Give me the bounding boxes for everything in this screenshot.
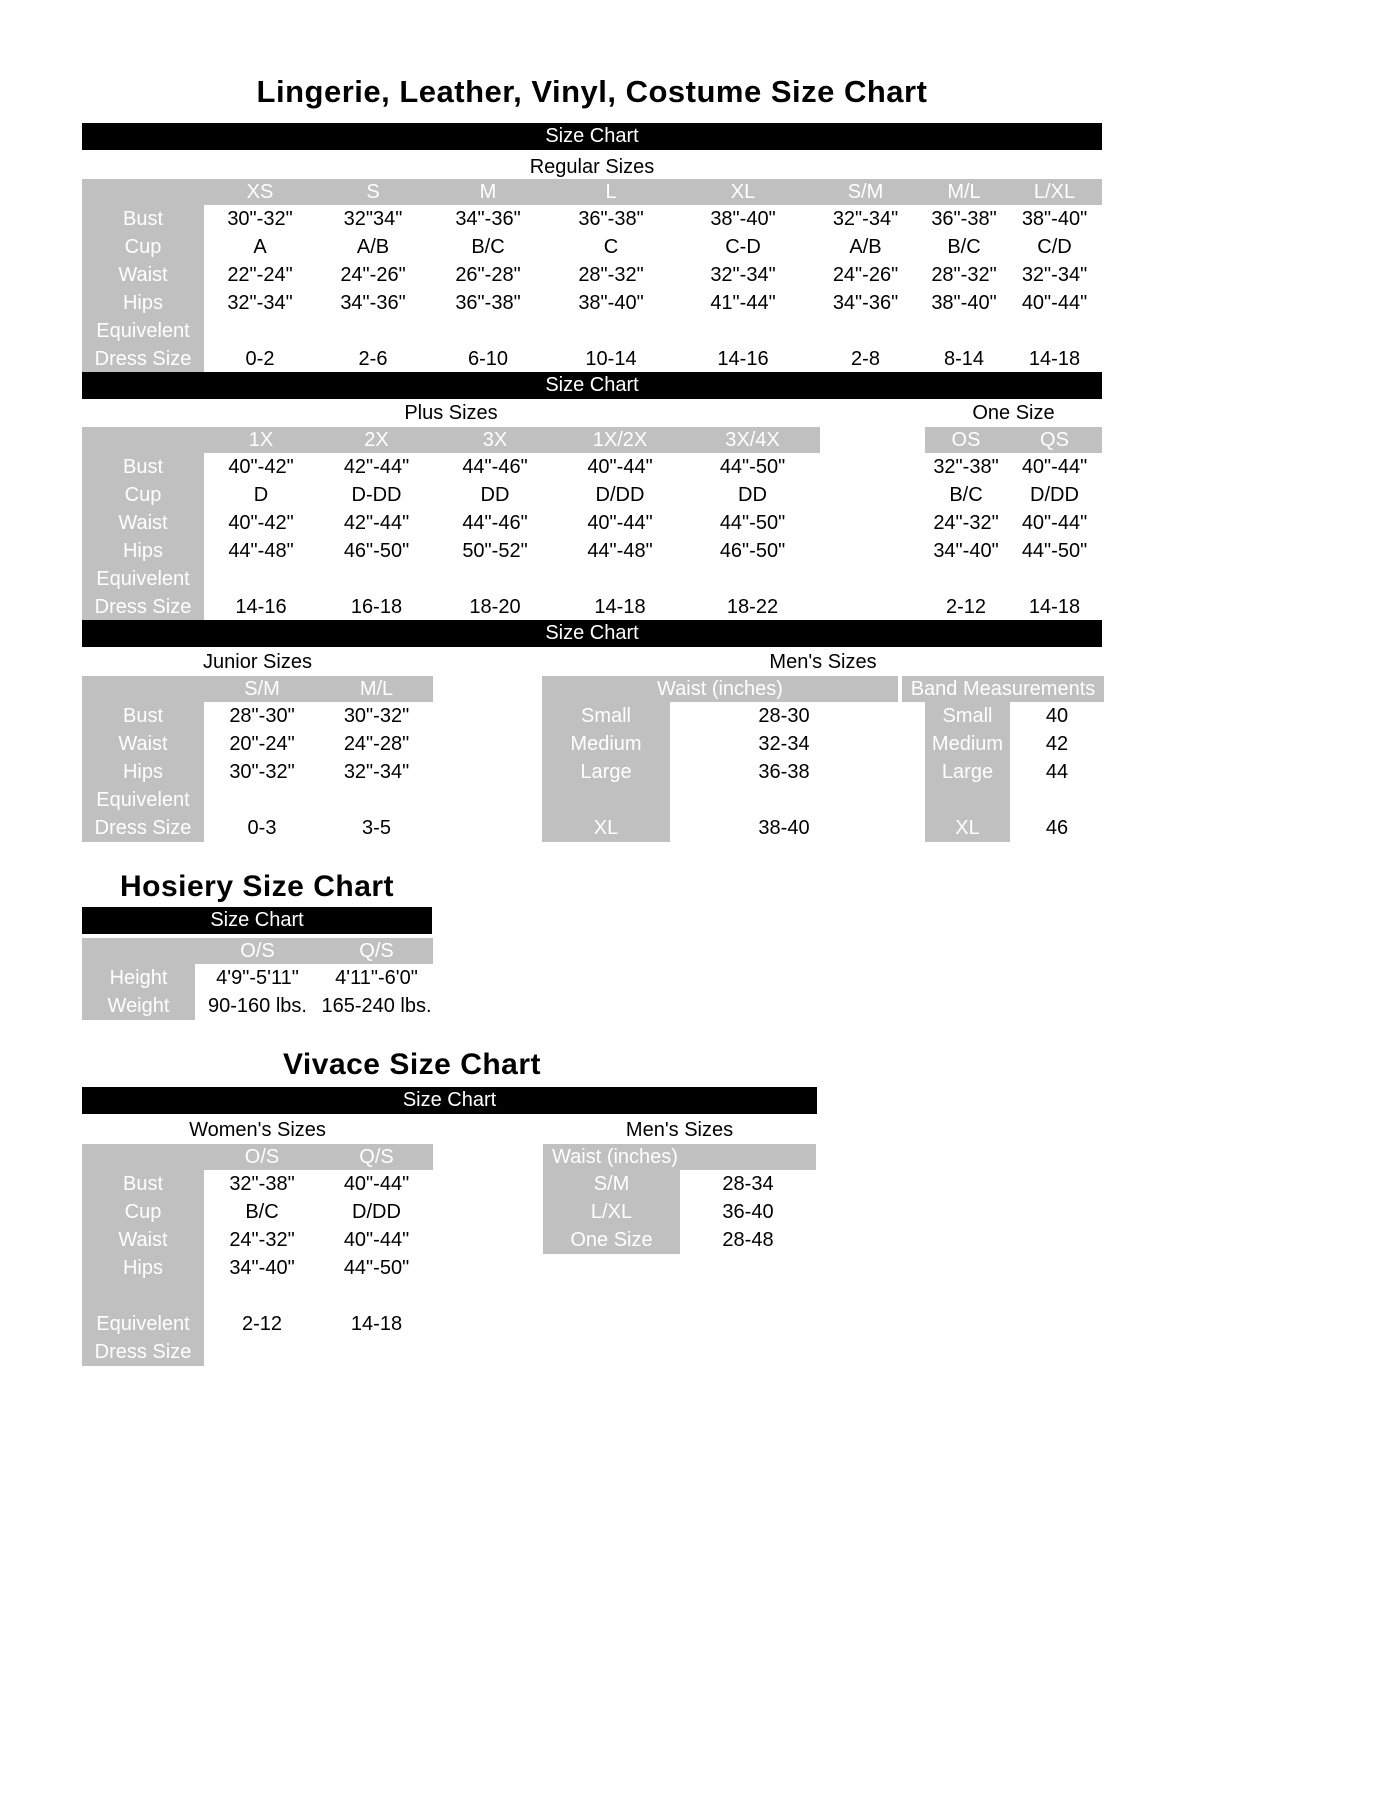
table-cell: XL [676, 179, 810, 205]
table-cell: 44"-50" [343, 1256, 410, 1279]
table-cell: 30"-32" [227, 207, 293, 230]
table-cell: 8-14 [943, 348, 985, 370]
table-cell: 42 [1045, 732, 1069, 755]
table-cell: 14-18 [350, 1313, 403, 1335]
table-row [82, 205, 1102, 233]
row-cells [204, 1198, 433, 1226]
row-cells [925, 453, 1102, 481]
row-label: Hips [82, 289, 204, 317]
row-label: Bust [82, 702, 204, 730]
table-row [82, 1254, 816, 1282]
section-label-vivace-mens-sizes: Men's Sizes [625, 1119, 734, 1141]
table-cell: 40"-44" [1021, 455, 1088, 478]
table-cell: D/DD [1030, 483, 1079, 506]
table-cell: 1X/2X [555, 427, 685, 453]
table-cell: 2-6 [358, 348, 388, 370]
size-chart-bar-label: Size Chart [545, 125, 639, 147]
row-cells [204, 730, 433, 758]
spacer [820, 481, 925, 509]
table-cell: A/B [849, 235, 882, 258]
size-chart-bar [82, 620, 1102, 647]
table-row [82, 730, 1104, 758]
row-cells [204, 289, 1102, 317]
table-cell: 42"-44" [343, 455, 410, 478]
table-row [82, 1198, 816, 1226]
row-cells [925, 481, 1102, 509]
row-cells [925, 537, 1102, 565]
table-cell: 32"-38" [933, 455, 999, 478]
table-cell: 24"-32" [933, 511, 999, 534]
table-cell: 2-12 [241, 1313, 283, 1335]
table-cell: 14-18 [1028, 348, 1081, 370]
table-cell: M [430, 179, 546, 205]
spacer [433, 730, 542, 758]
row-label: Medium [542, 730, 670, 758]
column-headers [925, 427, 1102, 453]
table-row [82, 261, 1102, 289]
table-cell: 40"-44" [343, 1172, 410, 1195]
hosiery-table [82, 938, 433, 1020]
table-cell: 40"-44" [587, 455, 653, 478]
table-cell: 28"-32" [578, 263, 644, 286]
size-chart-bar [82, 372, 1102, 399]
table-cell: 40"-44" [1021, 291, 1088, 314]
size-chart-bar-label: Size Chart [210, 909, 304, 931]
spacer [898, 786, 925, 842]
table-cell: 46"-50" [343, 539, 410, 562]
table-cell: B/C [245, 1200, 279, 1223]
table-cell: M/L [320, 676, 433, 702]
row-label: Large [925, 758, 1010, 786]
table-cell: O/S [204, 1144, 320, 1170]
table-cell: 90-160 lbs. [208, 994, 307, 1017]
table-cell: 28"-32" [931, 263, 997, 286]
table-cell: 6-10 [467, 348, 509, 370]
row-label: XL [542, 786, 670, 842]
section-label-regular-sizes: Regular Sizes [529, 156, 655, 178]
row-label: Bust [82, 1170, 204, 1198]
spacer [433, 786, 542, 842]
row-cells [204, 1254, 433, 1282]
regular-sizes-table [82, 179, 1102, 373]
table-row [82, 992, 433, 1020]
table-cell: A/B [356, 235, 390, 258]
table-cell: 34"-36" [832, 291, 899, 314]
table-cell: 40"-42" [228, 511, 294, 534]
table-cell: 24"-32" [229, 1228, 295, 1251]
table-cell: 28"-30" [229, 704, 295, 727]
mens-band-header: Band Measurements [902, 676, 1104, 702]
table-cell: 38-40 [758, 817, 810, 839]
row-label: Cup [82, 481, 204, 509]
table-cell: O/S [195, 938, 320, 964]
spacer [433, 758, 542, 786]
table-row [82, 233, 1102, 261]
table-cell: 10-14 [585, 348, 637, 370]
table-cell: 32"-34" [832, 207, 899, 230]
row-cells [204, 233, 1102, 261]
corner-cell [82, 676, 204, 702]
row-label: Equivelent Dress Size [82, 786, 204, 842]
table-row [82, 289, 1102, 317]
column-headers [204, 1144, 433, 1170]
table-cell: 32"-34" [1021, 263, 1088, 286]
table-cell: QS [1007, 427, 1102, 453]
table-cell: 20"-24" [229, 732, 295, 755]
row-label: Hips [82, 1254, 204, 1282]
table-cell: 30"-32" [343, 704, 410, 727]
row-label: Hips [82, 758, 204, 786]
table-cell: 34"-40" [933, 539, 999, 562]
section-label-mens-sizes: Men's Sizes [769, 651, 877, 673]
table-cell: 34"-36" [340, 291, 406, 314]
table-cell: 36-38 [758, 760, 810, 783]
vivace-table [82, 1144, 816, 1366]
row-label: Small [925, 702, 1010, 730]
row-label: Height [82, 964, 195, 992]
table-cell: D-DD [351, 483, 402, 506]
table-row [82, 317, 1102, 373]
table-cell: XS [204, 179, 316, 205]
column-headers [204, 427, 820, 453]
row-label: Waist [82, 1226, 204, 1254]
mens-waist-header: Waist (inches) [542, 676, 898, 702]
spacer [820, 453, 925, 481]
size-chart-bar-label: Size Chart [545, 374, 639, 396]
table-cell: 46 [1045, 817, 1069, 839]
table-cell: 2X [318, 427, 435, 453]
corner-cell [82, 427, 204, 453]
spacer [433, 702, 542, 730]
row-label: Waist [82, 509, 204, 537]
vivace-mens-waist-header: Waist (inches) [543, 1144, 816, 1170]
row-label: Large [542, 758, 670, 786]
table-row [82, 1310, 816, 1366]
spacer [433, 1144, 543, 1170]
table-cell: M/L [921, 179, 1007, 205]
table-cell: 32"-34" [227, 291, 293, 314]
table-cell: 3X [435, 427, 555, 453]
section-label-one-size: One Size [972, 402, 1055, 424]
table-cell: Q/S [320, 938, 433, 964]
table-cell: 38"-40" [710, 207, 776, 230]
table-cell: 28-30 [758, 704, 810, 727]
table-cell: 30"-32" [229, 760, 295, 783]
junior-and-mens-tables [82, 676, 1104, 842]
row-label: One Size [543, 1226, 680, 1254]
table-cell: 4'9"-5'11" [216, 966, 299, 989]
table-cell: 32"-34" [710, 263, 776, 286]
table-cell: 28-48 [722, 1228, 774, 1251]
table-cell: C/D [1037, 235, 1072, 258]
table-cell: 14-18 [1028, 596, 1081, 618]
table-row [82, 758, 1104, 786]
table-cell: 32-34 [758, 732, 810, 755]
row-label: XL [925, 786, 1010, 842]
table-row [82, 453, 1102, 481]
table-cell: 26"-28" [455, 263, 521, 286]
table-cell: 44"-50" [719, 455, 786, 478]
table-cell: 34"-36" [455, 207, 521, 230]
spacer [820, 565, 925, 621]
section-label-junior-sizes: Junior Sizes [203, 651, 312, 673]
table-cell: S/M [204, 676, 320, 702]
row-cells [925, 509, 1102, 537]
table-cell: 44"-48" [228, 539, 294, 562]
table-cell: 36"-38" [455, 291, 521, 314]
spacer [433, 1226, 543, 1254]
corner-cell [82, 179, 204, 205]
page-title: Lingerie, Leather, Vinyl, Costume Size Chart [256, 74, 928, 109]
table-cell: 38"-40" [1021, 207, 1088, 230]
table-cell: D [253, 483, 269, 506]
row-cells [204, 786, 433, 842]
table-cell: 40"-44" [1021, 511, 1088, 534]
table-cell: 2-12 [945, 596, 987, 618]
row-label: Equivelent Dress Size [82, 317, 204, 373]
spacer [433, 1170, 543, 1198]
table-cell: 38"-40" [578, 291, 644, 314]
table-row [82, 509, 1102, 537]
table-cell: 44"-50" [1021, 539, 1088, 562]
table-cell: 44"-46" [462, 511, 528, 534]
row-label: Equivelent Dress Size [82, 1310, 204, 1366]
section-label-womens-sizes: Women's Sizes [189, 1119, 326, 1141]
table-cell: 4'11"-6'0" [335, 966, 418, 989]
table-cell: 40"-44" [587, 511, 653, 534]
row-label: Hips [82, 537, 204, 565]
table-cell: 0-3 [247, 817, 277, 839]
table-cell: 42"-44" [343, 511, 410, 534]
table-cell: 32"34" [343, 207, 403, 230]
row-cells [204, 702, 433, 730]
size-chart-bar [82, 907, 432, 934]
table-cell: 3-5 [362, 817, 391, 839]
row-cells [195, 964, 433, 992]
table-cell: S [316, 179, 430, 205]
table-cell: 38"-40" [931, 291, 997, 314]
table-cell: 40"-42" [228, 455, 294, 478]
column-headers [204, 676, 433, 702]
table-cell: 44"-46" [462, 455, 528, 478]
table-cell: B/C [471, 235, 505, 258]
row-cells [204, 1310, 433, 1366]
size-chart-bar-label: Size Chart [545, 622, 639, 644]
row-cells [204, 509, 820, 537]
row-cells [204, 453, 820, 481]
table-cell: Q/S [320, 1144, 433, 1170]
table-cell: OS [925, 427, 1007, 453]
row-label: Equivelent Dress Size [82, 565, 204, 621]
row-label: Medium [925, 730, 1010, 758]
table-cell: 36"-38" [578, 207, 644, 230]
table-cell: 41"-44" [710, 291, 776, 314]
table-cell: DD [480, 483, 510, 506]
table-cell: 24"-26" [340, 263, 406, 286]
row-cells [195, 992, 433, 1020]
size-chart-bar-label: Size Chart [402, 1089, 497, 1111]
spacer [898, 758, 925, 786]
hosiery-title: Hosiery Size Chart [119, 870, 395, 903]
row-label: Bust [82, 453, 204, 481]
table-cell: 32"-34" [343, 760, 410, 783]
table-cell: 0-2 [245, 348, 275, 370]
table-cell: DD [738, 483, 767, 506]
table-cell: 46"-50" [719, 539, 786, 562]
row-label: Small [542, 702, 670, 730]
spacer [820, 509, 925, 537]
row-cells [204, 205, 1102, 233]
table-cell: 36-40 [722, 1200, 774, 1223]
table-cell: A [253, 235, 267, 258]
vivace-title: Vivace Size Chart [282, 1048, 542, 1081]
table-row [82, 964, 433, 992]
table-row [82, 786, 1104, 842]
row-cells [204, 565, 820, 621]
table-cell: 34"-40" [229, 1256, 295, 1279]
blank-row-label [82, 1282, 204, 1310]
table-cell: C-D [725, 235, 761, 258]
spacer [433, 1198, 543, 1226]
row-cells [204, 537, 820, 565]
corner-cell [82, 938, 195, 964]
table-cell: 14-16 [717, 348, 769, 370]
table-cell: 36"-38" [931, 207, 997, 230]
row-cells [204, 481, 820, 509]
table-cell: L/XL [1007, 179, 1102, 205]
table-cell: C [603, 235, 619, 258]
spacer [433, 676, 542, 702]
table-cell: D/DD [595, 483, 645, 506]
table-cell: 40"-44" [343, 1228, 410, 1251]
table-row [82, 702, 1104, 730]
plus-sizes-table [82, 427, 1102, 621]
table-cell: B/C [947, 235, 981, 258]
row-label: Waist [82, 261, 204, 289]
table-cell: 22"-24" [227, 263, 293, 286]
corner-cell [82, 1144, 204, 1170]
row-cells [204, 758, 433, 786]
table-cell: 1X [204, 427, 318, 453]
table-cell: L [546, 179, 676, 205]
table-cell: 165-240 lbs. [321, 994, 432, 1017]
table-cell: 44"-50" [719, 511, 786, 534]
spacer [820, 537, 925, 565]
row-label: Weight [82, 992, 195, 1020]
column-headers [204, 179, 1102, 205]
table-row [82, 537, 1102, 565]
table-header-row [82, 179, 1102, 205]
spacer [820, 427, 925, 453]
size-chart-bar [82, 1087, 817, 1114]
table-cell: S/M [810, 179, 921, 205]
table-cell: 14-16 [235, 596, 287, 618]
section-label-plus-sizes: Plus Sizes [404, 402, 498, 424]
size-chart-bar [82, 123, 1102, 150]
table-cell: 2-8 [851, 348, 880, 370]
table-cell: 40 [1045, 704, 1069, 727]
row-label: Bust [82, 205, 204, 233]
row-cells [204, 1226, 433, 1254]
table-header-row [82, 1144, 816, 1170]
table-cell: D/DD [352, 1200, 401, 1223]
row-cells [925, 565, 1102, 621]
table-cell: 18-20 [469, 596, 521, 618]
table-row [82, 565, 1102, 621]
table-header-row [82, 676, 1104, 702]
table-cell: 44"-48" [587, 539, 653, 562]
table-cell: 14-18 [594, 596, 646, 618]
table-cell: 28-34 [722, 1172, 774, 1195]
table-cell: 24"-26" [832, 263, 899, 286]
table-header-row [82, 938, 433, 964]
table-row [82, 1170, 816, 1198]
table-row [82, 481, 1102, 509]
spacer [898, 730, 925, 758]
row-label: Waist [82, 730, 204, 758]
row-cells [204, 317, 1102, 373]
table-cell: 50"-52" [462, 539, 528, 562]
table-header-row [82, 427, 1102, 453]
spacer [898, 702, 925, 730]
row-cells [204, 261, 1102, 289]
table-cell: 18-22 [726, 596, 779, 618]
row-label: Cup [82, 1198, 204, 1226]
table-cell: 32"-38" [229, 1172, 295, 1195]
table-cell: B/C [949, 483, 983, 506]
row-label: Cup [82, 233, 204, 261]
row-label: S/M [543, 1170, 680, 1198]
column-headers [195, 938, 433, 964]
table-row [82, 1226, 816, 1254]
table-cell: 16-18 [350, 596, 403, 618]
table-row [82, 1282, 816, 1310]
table-cell: 44 [1045, 760, 1069, 783]
row-label: L/XL [543, 1198, 680, 1226]
table-cell: 3X/4X [685, 427, 820, 453]
row-cells [204, 1170, 433, 1198]
table-cell: 24"-28" [343, 732, 410, 755]
